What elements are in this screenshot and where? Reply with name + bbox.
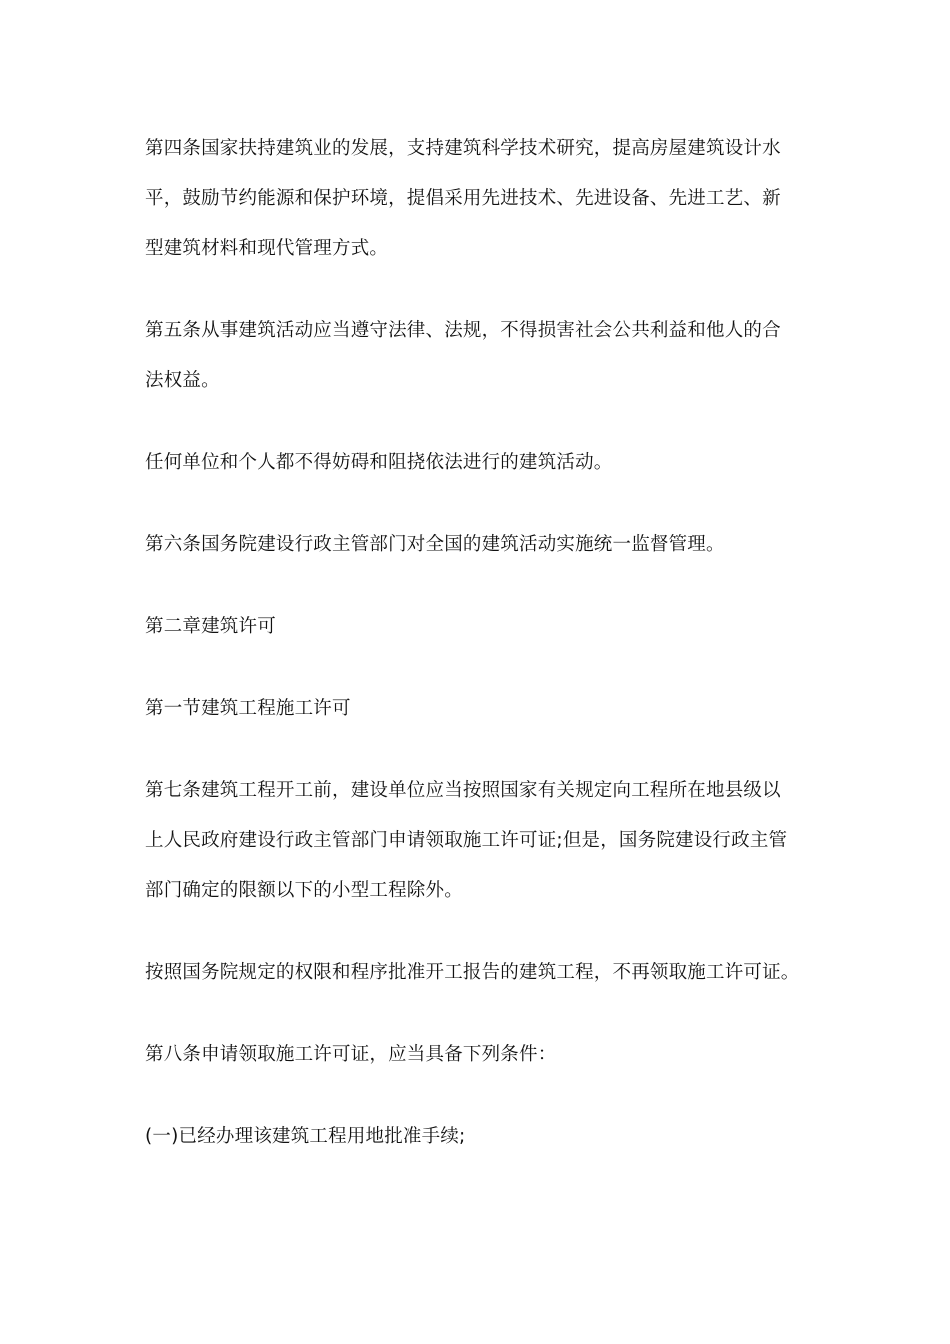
text-line: 型建筑材料和现代管理方式。 — [145, 238, 389, 259]
text-line: 法权益。 — [145, 370, 220, 391]
text-line: 第一节建筑工程施工许可 — [145, 698, 351, 719]
article-5-clause-paragraph — [145, 438, 815, 488]
text-line: 上人民政府建设行政主管部门申请领取施工许可证;但是，国务院建设行政主管 — [145, 830, 788, 851]
article-8-paragraph — [145, 1030, 815, 1080]
text-line: 部门确定的限额以下的小型工程除外。 — [145, 880, 463, 901]
article-4-paragraph — [145, 124, 815, 274]
article-6-paragraph — [145, 520, 815, 570]
text-line: 第八条申请领取施工许可证，应当具备下列条件： — [145, 1044, 557, 1065]
text-line: 平，鼓励节约能源和保护环境，提倡采用先进技术、先进设备、先进工艺、新 — [145, 188, 781, 209]
text-line: 第二章建筑许可 — [145, 616, 276, 637]
document-body — [145, 124, 815, 1194]
section-heading — [145, 684, 815, 734]
text-line: 第四条国家扶持建筑业的发展，支持建筑科学技术研究，提高房屋建筑设计水 — [145, 138, 781, 159]
text-line: (一)已经办理该建筑工程用地批准手续; — [145, 1126, 466, 1147]
text-line: 任何单位和个人都不得妨碍和阻挠依法进行的建筑活动。 — [145, 452, 613, 473]
article-7-clause-paragraph — [145, 948, 815, 998]
text-line: 第七条建筑工程开工前，建设单位应当按照国家有关规定向工程所在地县级以 — [145, 780, 781, 801]
article-8-item-1 — [145, 1112, 815, 1162]
article-7-paragraph — [145, 766, 815, 916]
text-line: 第五条从事建筑活动应当遵守法律、法规，不得损害社会公共利益和他人的合 — [145, 320, 781, 341]
text-line: 按照国务院规定的权限和程序批准开工报告的建筑工程，不再领取施工许可证。 — [145, 962, 800, 983]
text-line: 第六条国务院建设行政主管部门对全国的建筑活动实施统一监督管理。 — [145, 534, 725, 555]
chapter-heading — [145, 602, 815, 652]
article-5-paragraph — [145, 306, 815, 406]
